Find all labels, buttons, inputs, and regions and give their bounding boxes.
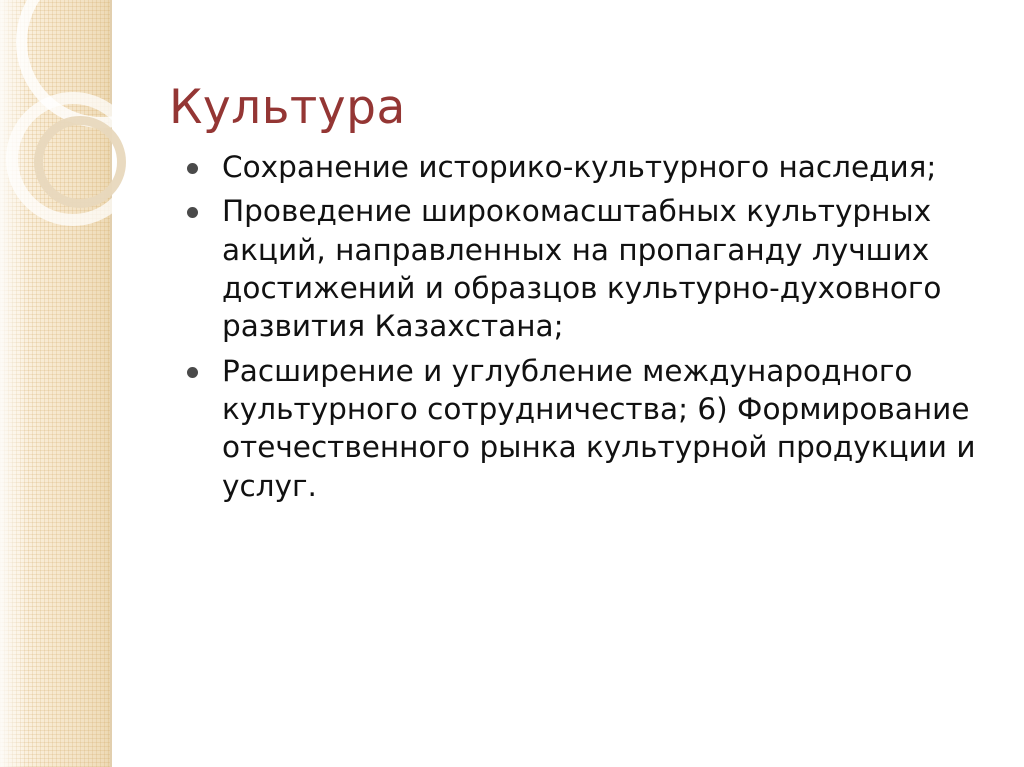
- list-item-text: Сохранение историко-культурного наследия;: [222, 150, 937, 184]
- slide-content: [112, 0, 1024, 767]
- page-title: Культура: [169, 80, 406, 136]
- list-item-text: Проведение широкомасштабных культурных акций, направленных на пропаганду лучших достижений и образцов культурно-духовного развития Казахстана;: [222, 194, 942, 344]
- bullet-dot-icon: [187, 207, 198, 218]
- list-item-text: Расширение и углубление международного культурного сотрудничества; 6) Формирование отечественного рынка культурной продукции и услуг.: [222, 353, 976, 503]
- list-item: [168, 192, 976, 345]
- decorative-left-band: [0, 0, 112, 767]
- bullet-dot-icon: [187, 163, 198, 174]
- bullet-dot-icon: [187, 367, 198, 378]
- list-item: [168, 352, 976, 505]
- list-item: [168, 148, 976, 186]
- bullet-list: [168, 148, 976, 511]
